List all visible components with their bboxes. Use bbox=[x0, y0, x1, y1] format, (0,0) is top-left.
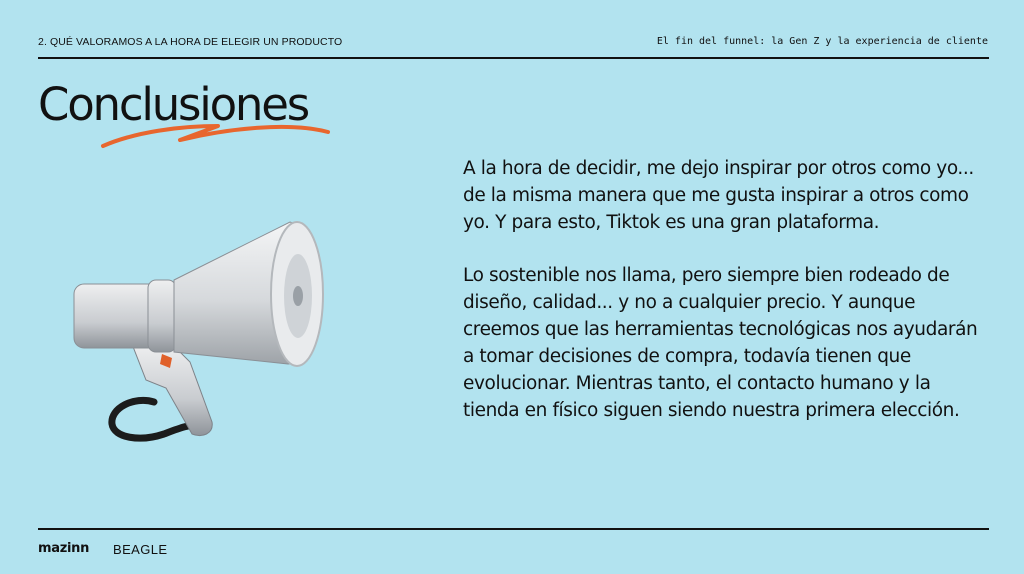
document-title: El fin del funnel: la Gen Z y la experiencia de cliente bbox=[656, 36, 988, 47]
mazinn-logo: mazinn bbox=[38, 541, 90, 556]
slide-title: Conclusiones bbox=[38, 78, 308, 131]
paragraph: Lo sostenible nos llama, pero siempre bien rodeado de diseño, calidad... y no a cualquier precio. Y aunque creemos que las herramientas tecnológicas nos ayudarán a tomar decisiones de compra, todavía tienen que evolucionar. Mientras tanto, el contacto humano y la tienda en físico siguen siendo nuestra primera elección. bbox=[463, 265, 978, 421]
paragraph: A la hora de decidir, me dejo inspirar por otros como yo... de la misma manera que me gusta inspirar a otros como yo. Y para esto, Tiktok es una gran plataforma. bbox=[463, 158, 974, 233]
accent-swoosh-icon bbox=[100, 114, 332, 152]
conclusions-text bbox=[463, 155, 983, 450]
section-label: 2. QUÉ VALORAMOS A LA HORA DE ELEGIR UN PRODUCTO bbox=[38, 36, 343, 48]
beagle-logo: BEAGLE bbox=[113, 542, 168, 557]
megaphone-icon bbox=[62, 212, 334, 448]
footer-divider bbox=[38, 528, 989, 530]
header-divider bbox=[38, 57, 989, 59]
